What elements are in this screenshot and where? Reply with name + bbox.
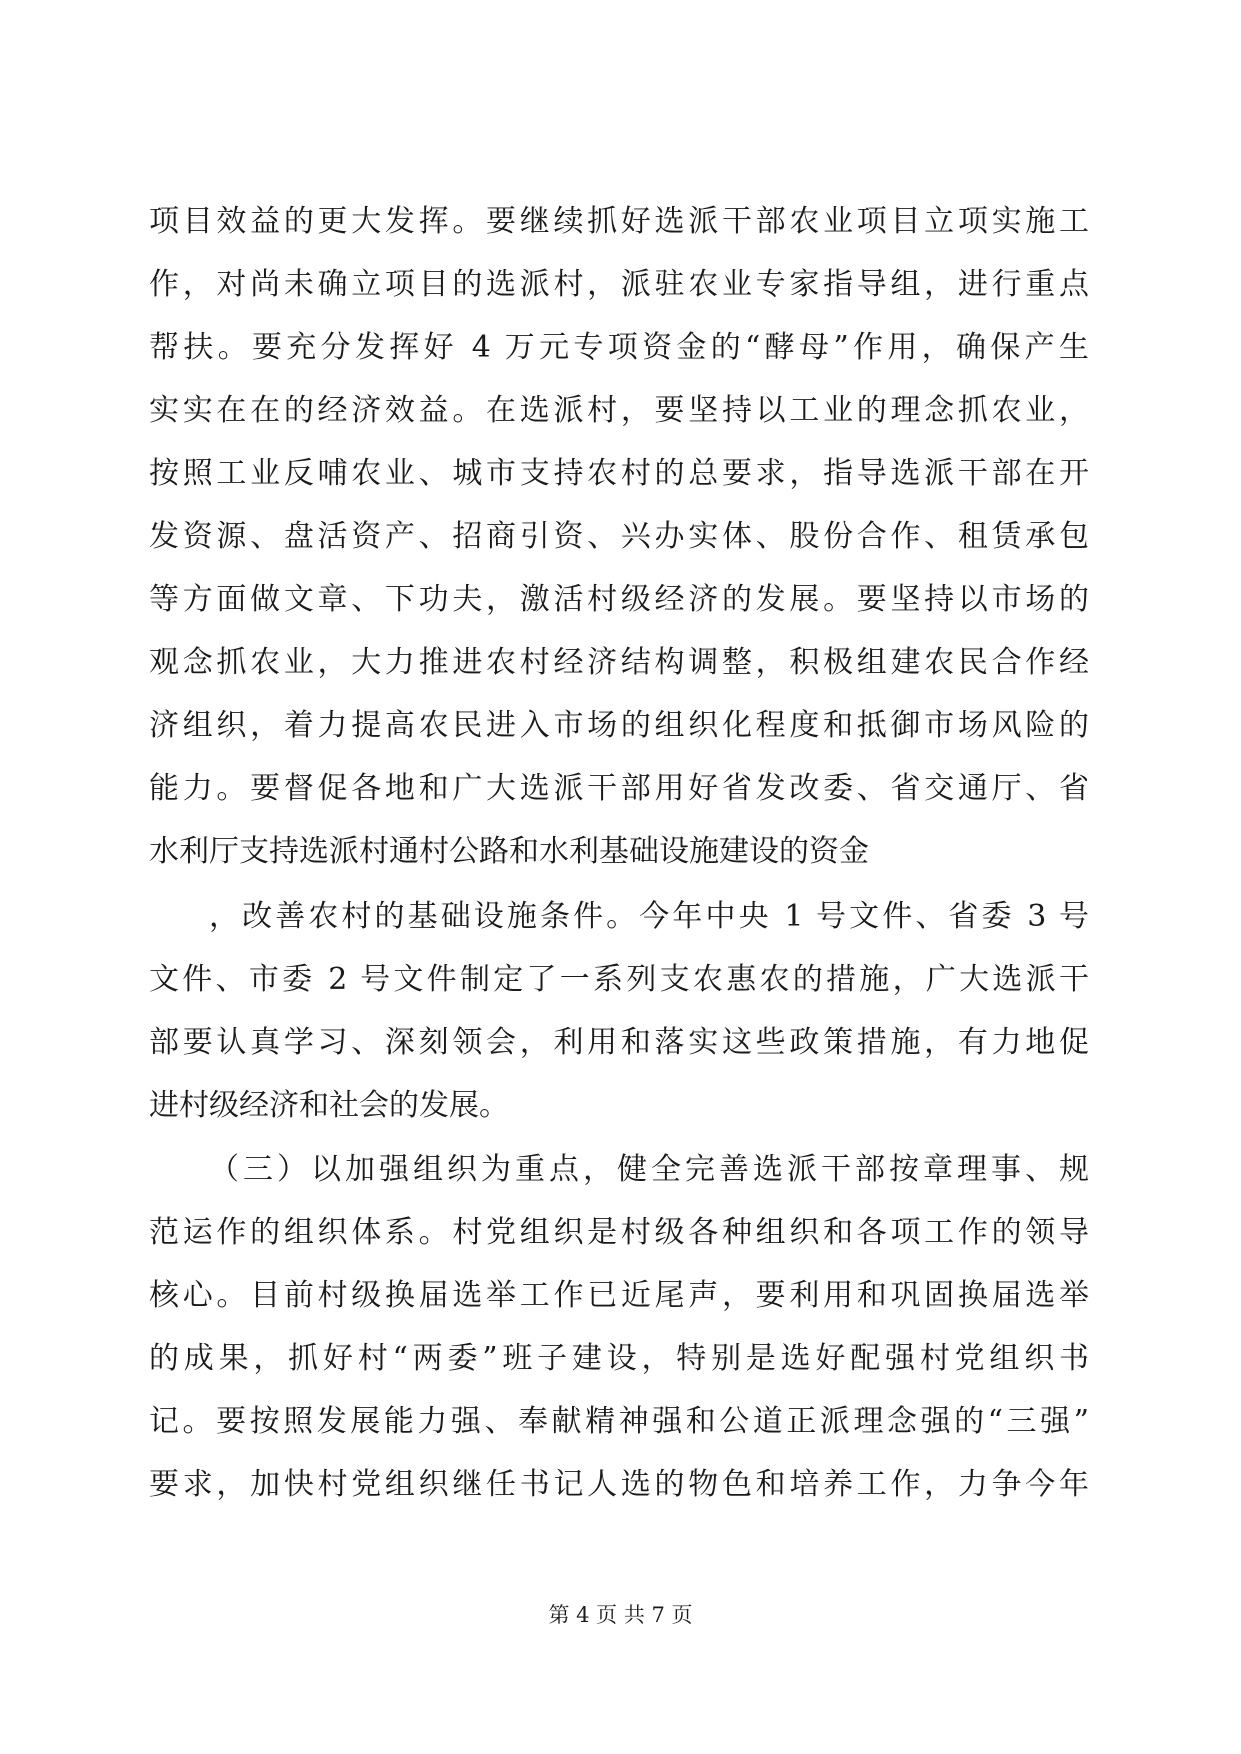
body-text-line: 水利厅支持选派村通村公路和水利基础设施建设的资金 xyxy=(149,834,869,869)
body-text-line: 文件、市委 2 号文件制定了一系列支农惠农的措施，广大选派干 xyxy=(149,962,1089,997)
body-text-line: 实实在在的经济效益。在选派村，要坚持以工业的理念抓农业， xyxy=(149,393,1089,428)
section-heading-line: （三）以加强组织为重点，健全完善选派干部按章理事、规 xyxy=(209,1152,1089,1187)
body-text-line: 能力。要督促各地和广大选派干部用好省发改委、省交通厅、省 xyxy=(149,771,1089,806)
body-text-line: 项目效益的更大发挥。要继续抓好选派干部农业项目立项实施工 xyxy=(149,204,1089,239)
body-text-line: 作，对尚未确立项目的选派村，派驻农业专家指导组，进行重点 xyxy=(149,267,1089,302)
body-text-line: 部要认真学习、深刻领会，利用和落实这些政策措施，有力地促 xyxy=(149,1025,1089,1060)
body-text-line: ，改善农村的基础设施条件。今年中央 1 号文件、省委 3 号 xyxy=(209,899,1089,934)
body-text-line: 帮扶。要充分发挥好 4 万元专项资金的“酵母”作用，确保产生 xyxy=(149,330,1089,365)
body-text-line: 发资源、盘活资产、招商引资、兴办实体、股份合作、租赁承包 xyxy=(149,519,1089,554)
body-text-line: 观念抓农业，大力推进农村经济结构调整，积极组建农民合作经 xyxy=(149,645,1089,680)
body-text-line: 济组织，着力提高农民进入市场的组织化程度和抵御市场风险的 xyxy=(149,708,1089,743)
body-text-line: 进村级经济和社会的发展。 xyxy=(149,1088,509,1123)
body-text-line: 按照工业反哺农业、城市支持农村的总要求，指导选派干部在开 xyxy=(149,456,1089,491)
body-text-line: 范运作的组织体系。村党组织是村级各种组织和各项工作的领导 xyxy=(149,1215,1089,1250)
body-text-line: 要求，加快村党组织继任书记人选的物色和培养工作，力争今年 xyxy=(149,1467,1089,1502)
page-number-footer: 第 4 页 共 7 页 xyxy=(548,1603,693,1627)
body-text-line: 等方面做文章、下功夫，激活村级经济的发展。要坚持以市场的 xyxy=(149,582,1089,617)
body-text-line: 核心。目前村级换届选举工作已近尾声，要利用和巩固换届选举 xyxy=(149,1278,1089,1313)
body-text-line: 的成果，抓好村“两委”班子建设，特别是选好配强村党组织书 xyxy=(149,1341,1089,1376)
body-text-line: 记。要按照发展能力强、奉献精神强和公道正派理念强的“三强” xyxy=(149,1404,1089,1439)
